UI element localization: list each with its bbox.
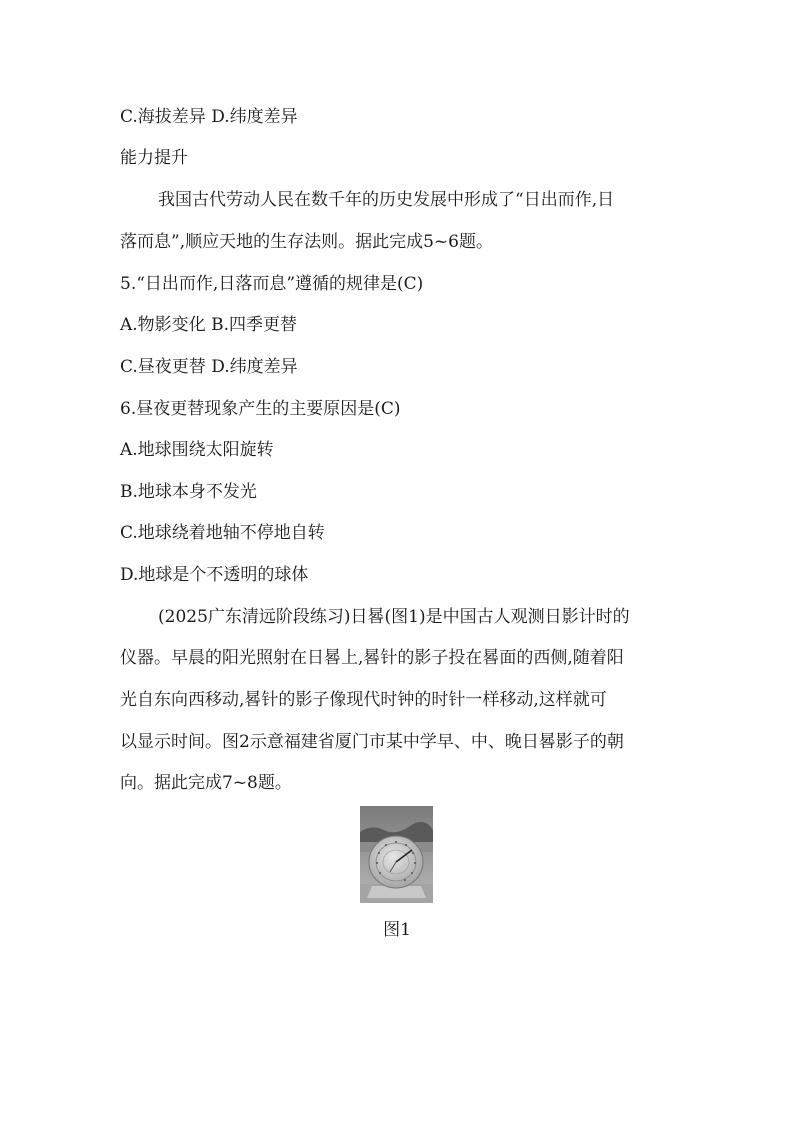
section-heading: 能力提升 [120,148,188,168]
passage2-line-2: 仪器。早晨的阳光照射在日晷上,晷针的影子投在晷面的西侧,随着阳 [120,648,624,668]
passage2-line-3: 光自东向西移动,晷针的影子像现代时钟的时针一样移动,这样就可 [120,690,607,710]
question-5: 5.“日出而作,日落而息”遵循的规律是(C) [120,274,424,294]
q5-options-ab: A.物影变化 B.四季更替 [120,315,297,335]
q4-options-cd: C.海拔差异 D.纬度差异 [120,107,298,127]
q6-option-a: A.地球围绕太阳旋转 [120,440,274,460]
question-6: 6.昼夜更替现象产生的主要原因是(C) [120,399,401,419]
passage2-line-5: 向。据此完成7~8题。 [120,773,292,793]
passage2-line-1: (2025广东清远阶段练习)日晷(图1)是中国古人观测日影计时的 [158,607,630,627]
sundial-photo [360,806,433,903]
q6-option-d: D.地球是个不透明的球体 [120,565,309,585]
passage-line-2: 落而息”,顺应天地的生存法则。据此完成5~6题。 [120,232,493,252]
passage-line-1: 我国古代劳动人民在数千年的历史发展中形成了“日出而作,日 [158,190,615,210]
passage2-line-4: 以显示时间。图2示意福建省厦门市某中学早、中、晚日晷影子的朝 [120,732,624,752]
figure-caption: 图1 [383,920,411,940]
q5-options-cd: C.昼夜更替 D.纬度差异 [120,357,298,377]
q6-option-c: C.地球绕着地轴不停地自转 [120,523,325,543]
q6-option-b: B.地球本身不发光 [120,482,257,502]
